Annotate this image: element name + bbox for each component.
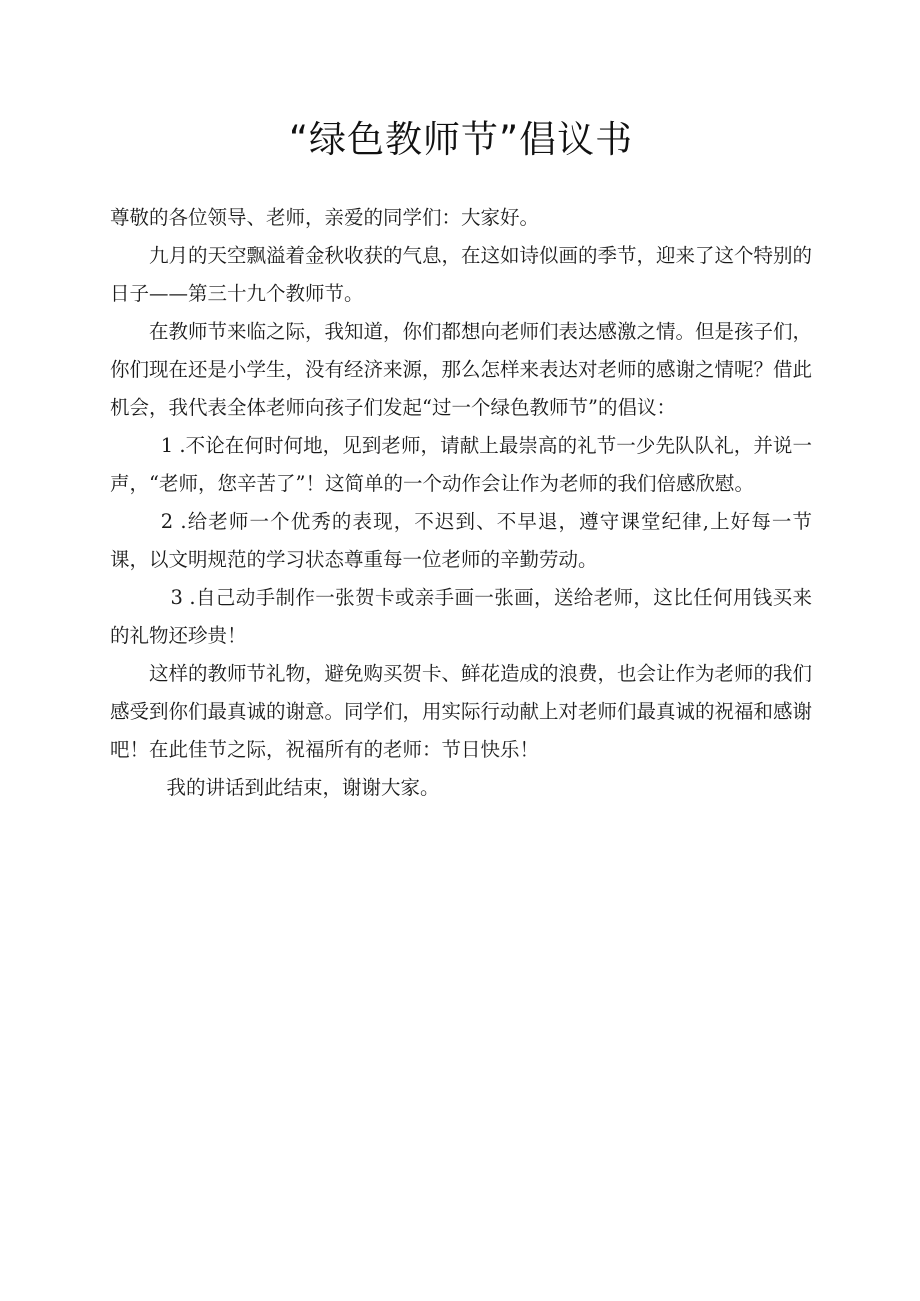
paragraph-proposal-lead: 在教师节来临之际，我知道，你们都想向老师们表达感激之情。但是孩子们，你们现在还是小学生，没有经济来源，那么怎样来表达对老师的感谢之情呢？借此机会，我代表全体老师向孩子们发起“过一个绿色教师节”的倡议： xyxy=(110,320,813,419)
greeting: 尊敬的各位领导、老师，亲爱的同学们：大家好。 xyxy=(110,206,540,229)
document-body xyxy=(110,199,812,807)
paragraph-conclusion: 这样的教师节礼物，避免购买贺卡、鲜花造成的浪费，也会让作为老师的我们感受到你们最真诚的谢意。同学们，用实际行动献上对老师们最真诚的祝福和感谢吧！在此佳节之际，祝福所有的老师：节日快乐！ xyxy=(110,662,813,761)
document-title: “绿色教师节”倡议书 xyxy=(288,118,634,161)
paragraph-intro: 九月的天空飘溢着金秋收获的气息，在这如诗似画的季节，迎来了这个特别的日子——第三十九个教师节。 xyxy=(110,244,813,305)
proposal-item-1: 1 .不论在何时何地，见到老师，请献上最崇高的礼节一少先队队礼，并说一声，“老师，您辛苦了”！这简单的一个动作会让作为老师的我们倍感欣慰。 xyxy=(110,434,812,495)
proposal-item-2: 2 .给老师一个优秀的表现，不迟到、不早退，遵守课堂纪律,上好每一节课，以文明规范的学习状态尊重每一位老师的辛勤劳动。 xyxy=(110,510,812,571)
closing-line: 我的讲话到此结束，谢谢大家。 xyxy=(166,776,440,799)
proposal-item-3: 3 .自己动手制作一张贺卡或亲手画一张画，送给老师，这比任何用钱买来的礼物还珍贵！ xyxy=(110,586,812,647)
